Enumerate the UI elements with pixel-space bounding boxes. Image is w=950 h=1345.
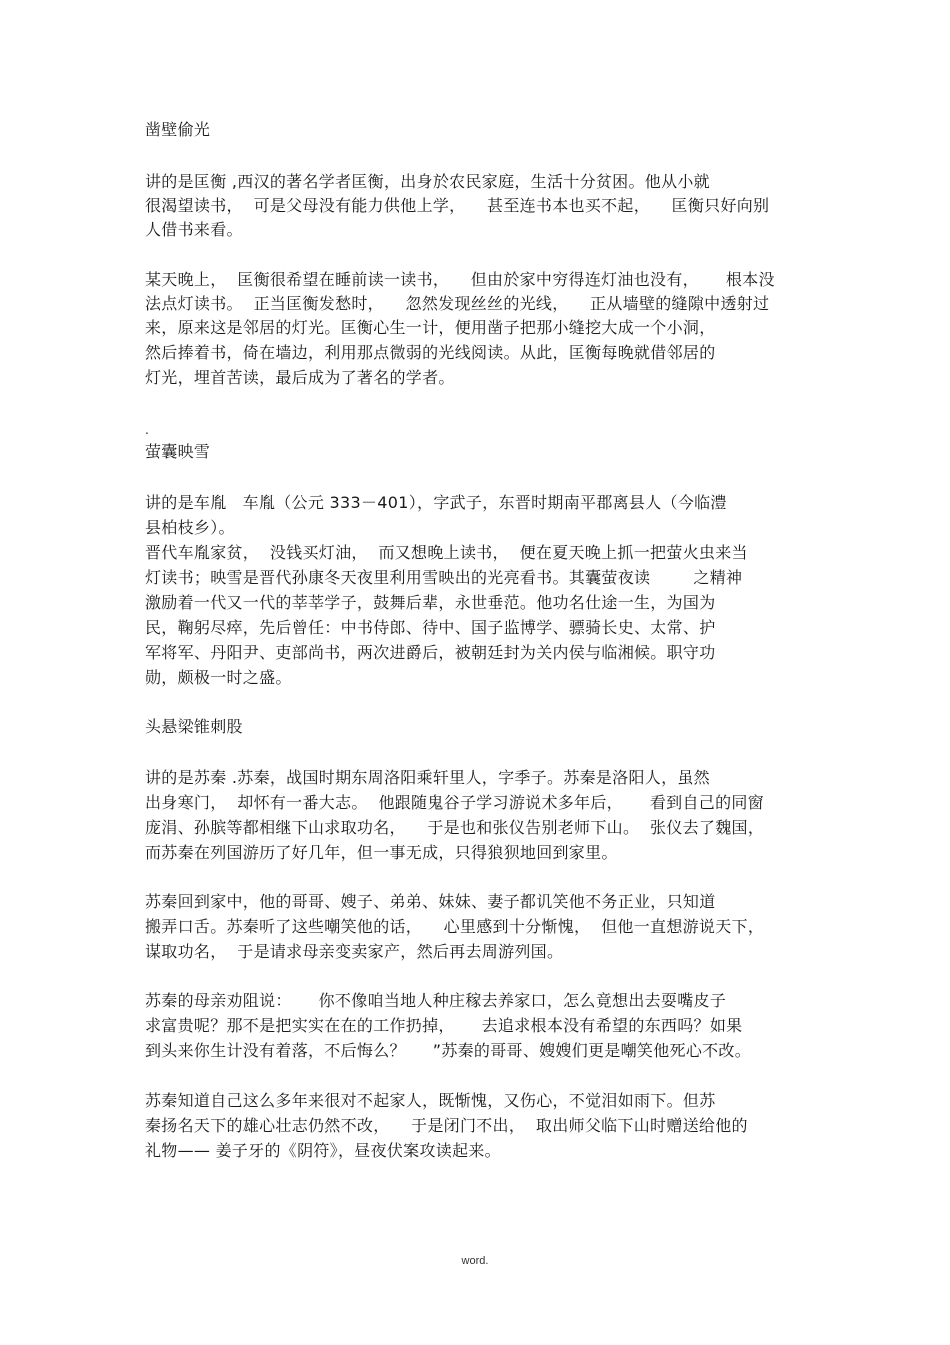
text-line: 民，鞠躬尽瘁，先后曾任：中书侍郎、待中、国子监博学、骠骑长史、太常、护: [145, 618, 716, 637]
text-line: 勋，颇极一时之盛。: [145, 668, 292, 687]
text-line: 苏秦的母亲劝阻说： 你不像咱当地人种庄稼去养家口，怎么竟想出去耍嘴皮子: [145, 991, 727, 1010]
text-line: 讲的是苏秦 .苏秦，战国时期东周洛阳乘轩里人，字季子。苏秦是洛阳人，虽然: [145, 768, 710, 787]
text-line: 法点灯读书。 正当匡衡发愁时， 忽然发现丝丝的光线， 正从墙壁的缝隙中透射过: [145, 294, 770, 313]
text-line: 而苏秦在列国游历了好几年，但一事无成，只得狼狈地回到家里。: [145, 843, 618, 862]
text-line: 县柏枝乡）。: [145, 518, 235, 537]
text-line: 灯读书；映雪是晋代孙康冬天夜里利用雪映出的光亮看书。其囊萤夜读 之精神: [145, 568, 743, 587]
text-line: 谋取功名， 于是请求母亲变卖家产，然后再去周游列国。: [145, 942, 564, 961]
text-line: 军将军、丹阳尹、吏部尚书，两次进爵后，被朝廷封为关内侯与临湘候。职守功: [145, 643, 716, 662]
text-line: 然后捧着书，倚在墙边，利用那点微弱的光线阅读。从此，匡衡每晚就借邻居的: [145, 343, 716, 362]
text-line: 讲的是匡衡 ,西汉的著名学者匡衡，出身於农民家庭，生活十分贫困。他从小就: [145, 172, 710, 191]
text-line: 晋代车胤家贫， 没钱买灯油， 而又想晚上读书， 便在夏天晚上抓一把萤火虫来当: [145, 543, 748, 562]
text-line: 讲的是车胤 车胤（公元 333－401），字武子，东晋时期南平郡离县人（今临澧: [145, 493, 727, 512]
text-line: 激励着一代又一代的莘莘学子，鼓舞后辈，永世垂范。他功名仕途一生，为国为: [145, 593, 716, 612]
separator-dot: .: [145, 423, 150, 437]
text-line: 庞涓、孙膑等都相继下山求取功名， 于是也和张仪告别老师下山。 张仪去了魏国，: [145, 818, 765, 837]
text-line: 来，原来这是邻居的灯光。匡衡心生一计，便用凿子把那小缝挖大成一个小洞，: [145, 318, 716, 337]
section-title: 凿壁偷光: [145, 120, 211, 139]
section-title: 头悬梁锥刺股: [145, 717, 243, 736]
text-line: 灯光，埋首苦读，最后成为了著名的学者。: [145, 368, 455, 387]
text-line: 人借书来看。: [145, 220, 243, 239]
section-title: 萤囊映雪: [145, 442, 211, 461]
page-footer: word.: [461, 1255, 489, 1267]
text-line: 搬弄口舌。苏秦听了这些嘲笑他的话， 心里感到十分惭愧， 但他一直想游说天下，: [145, 917, 765, 936]
text-line: 苏秦回到家中，他的哥哥、嫂子、弟弟、妹妹、妻子都讥笑他不务正业，只知道: [145, 892, 716, 911]
text-line: 到头来你生计没有着落，不后悔么？ ”苏秦的哥哥、嫂嫂们更是嘲笑他死心不改。: [145, 1041, 752, 1060]
text-line: 苏秦知道自己这么多年来很对不起家人，既惭愧，又伤心，不觉泪如雨下。但苏: [145, 1091, 716, 1110]
text-line: 很渴望读书， 可是父母没有能力供他上学， 甚至连书本也买不起， 匡衡只好向别: [145, 196, 770, 215]
text-line: 出身寒门， 却怀有一番大志。 他跟随鬼谷子学习游说术多年后， 看到自己的同窗: [145, 793, 764, 812]
text-line: 礼物—— 姜子牙的《阴符》，昼夜伏案攻读起来。: [145, 1141, 501, 1160]
text-line: 某天晚上， 匡衡很希望在睡前读一读书， 但由於家中穷得连灯油也没有， 根本没: [145, 270, 775, 289]
text-line: 求富贵呢？那不是把实实在在的工作扔掉， 去追求根本没有希望的东西吗？如果: [145, 1016, 743, 1035]
text-line: 秦扬名天下的雄心壮志仍然不改， 于是闭门不出， 取出师父临下山时赠送给他的: [145, 1116, 748, 1135]
